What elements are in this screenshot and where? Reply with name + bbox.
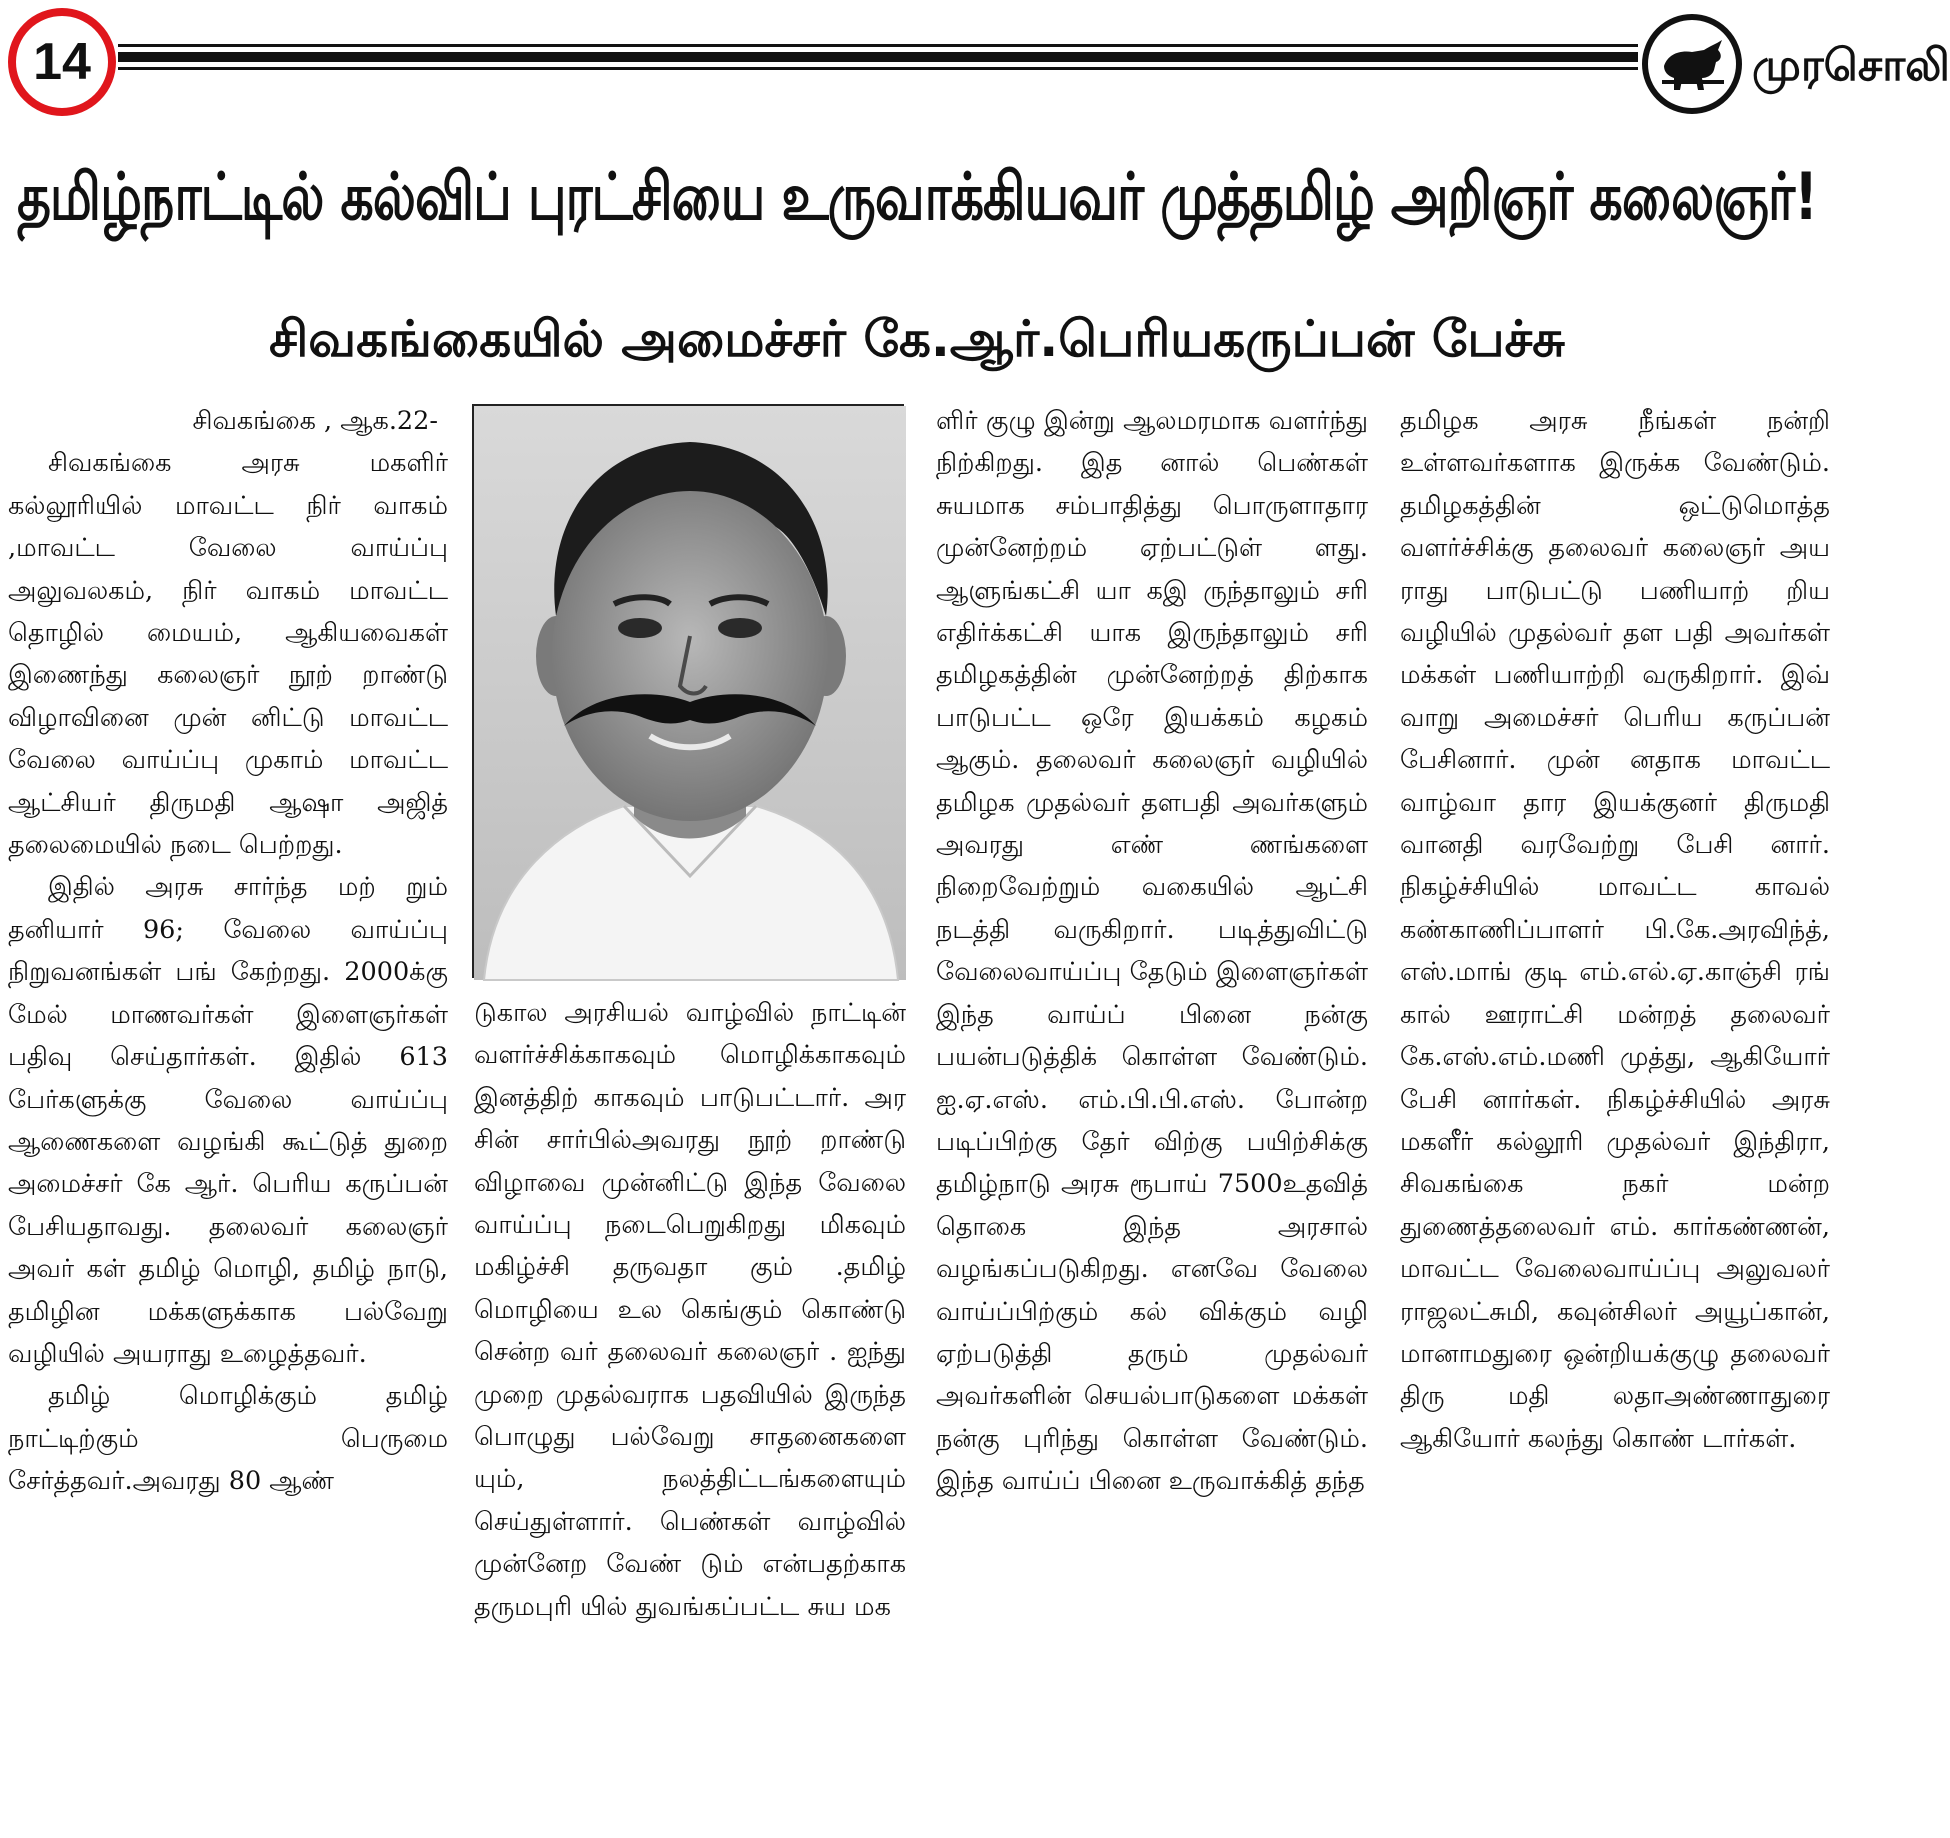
page-number-badge — [8, 8, 116, 116]
paragraph: தமிழக அரசு நீங்கள் நன்றி உள்ளவர்களாக இருக்க வேண்டும். தமிழகத்தின் ஒட்டுமொத்த வளர்ச்சிக்கு தலைவர் கலைஞர் அய ராது பாடுபட்டு பணியாற் றிய வழியில் முதல்வர் தள பதி அவர்கள் மக்கள் பணியாற்றி வருகிறார். இவ் வாறு அமைச்சர் பெரிய கருப்பன் பேசினார். முன் னதாக மாவட்ட வாழ்வா தார இயக்குனர் திருமதி வானதி வரவேற்று பேசி னார். நிகழ்ச்சியில் மாவட்ட காவல் கண்காணிப்பாளர் பி.கே.அரவிந்த், எஸ்.மாங் குடி எம்.எல்.ஏ.காஞ்சி ரங் கால் ஊராட்சி மன்றத் தலைவர் கே.எஸ்.எம்.மணி முத்து, ஆகியோர் பேசி னார்கள். நிகழ்ச்சியில் அரசு மகளீர் கல்லூரி முதல்வர் இந்திரா, சிவகங்கை நகர் மன்ற துணைத்தலைவர் எம். கார்கண்ணன், மாவட்ட வேலைவாய்ப்பு அலுவலர் ராஜலட்சுமி, கவுன்சிலர் அயூப்கான், மானாமதுரை ஒன்றியக்குழு தலைவர் திரு மதி லதாஅண்ணாதுரை ஆகியோர் கலந்து கொண் டார்கள். — [1400, 406, 1830, 1454]
bull-emblem-icon — [1642, 14, 1742, 114]
masthead-rule — [118, 44, 1638, 47]
dateline: சிவகங்கை , ஆக.22- — [192, 406, 438, 436]
page-number: 14 — [33, 33, 91, 91]
masthead-rule — [118, 67, 1638, 70]
paragraph: இதில் அரசு சார்ந்த மற் றும் தனியார் 96; வேலை வாய்ப்பு நிறுவனங்கள் பங் கேற்றது. 2000க்கு மேல் மாணவர்கள் இளைஞர்கள் பதிவு செய்தார்கள். இதில் 613 பேர்களுக்கு வேலை வாய்ப்பு ஆணைகளை வழங்கி கூட்டுத் துறை அமைச்சர் கே ஆர். பெரிய கருப்பன் பேசியதாவது. தலைவர் கலைஞர் அவர் கள் தமிழ் மொழி, தமிழ் நாடு, தமிழின மக்களுக்காக பல்வேறு வழியில் அயராது உழைத்தவர். — [8, 872, 448, 1369]
paragraph: சிவகங்கை அரசு மகளிர் கல்லூரியில் மாவட்ட நிர் வாகம் ,மாவட்ட வேலை வாய்ப்பு அலுவலகம், நிர் வாகம் மாவட்ட தொழில் மையம், ஆகியவைகள் இணைந்து கலைஞர் நூற் றாண்டு விழாவினை முன் னிட்டு மாவட்ட வேலை வாய்ப்பு முகாம் மாவட்ட ஆட்சியர் திருமதி ஆஷா அஜித் தலைமையில் நடை பெற்றது. — [8, 448, 448, 861]
article-column-4 — [1400, 400, 1830, 1460]
portrait-photo — [472, 404, 904, 978]
paragraph: டுகால அரசியல் வாழ்வில் நாட்டின் வளர்ச்சிக்காகவும் மொழிக்காகவும் இனத்திற் காகவும் பாடுபட்டார். அர சின் சார்பில்அவரது நூற் றாண்டு விழாவை முன்னிட்டு இந்த வேலை வாய்ப்பு நடைபெறுகிறது மிகவும் மகிழ்ச்சி தருவதா கும் .தமிழ் மொழியை உல கெங்கும் கொண்டு சென்ற வர் தலைவர் கலைஞர் . ஐந்து முறை முதல்வராக பதவியில் இருந்த பொழுது பல்வேறு சாதனைகளை யும், நலத்திட்டங்களையும் செய்துள்ளார். பெண்கள் வாழ்வில் முன்னேற வேண் டும் என்பதற்காக தருமபுரி யில் துவங்கப்பட்ட சுய மக — [474, 998, 906, 1622]
publication-title: முரசொலி — [1752, 40, 1950, 91]
paragraph: தமிழ் மொழிக்கும் தமிழ் நாட்டிற்கும் பெருமை சேர்த்தவர்.அவரது 80 ஆண் — [8, 1381, 448, 1497]
masthead — [0, 0, 1950, 130]
subheadline: சிவகங்கையில் அமைச்சர் கே.ஆர்.பெரியகருப்பன் பேச்சு — [269, 310, 1565, 368]
headline: தமிழ்நாட்டில் கல்விப் புரட்சியை உருவாக்கியவர் முத்தமிழ் அறிஞர் கலைஞர்! — [17, 160, 1817, 235]
article-column-1 — [8, 400, 448, 1503]
article-column-3 — [936, 400, 1368, 1503]
article-column-2 — [474, 992, 906, 1628]
paragraph: ளிர் குழு இன்று ஆலமரமாக வளர்ந்து நிற்கிறது. இத னால் பெண்கள் சுயமாக சம்பாதித்து பொருளாதார முன்னேற்றம் ஏற்பட்டுள் ளது. ஆளுங்கட்சி யா கஇ ருந்தாலும் சரி எதிர்க்கட்சி யாக இருந்தாலும் சரி தமிழகத்தின் முன்னேற்றத் திற்காக பாடுபட்ட ஒரே இயக்கம் கழகம் ஆகும். தலைவர் கலைஞர் வழியில் தமிழக முதல்வர் தளபதி அவர்களும் அவரது எண் ணங்களை நிறைவேற்றும் வகையில் ஆட்சி நடத்தி வருகிறார். படித்துவிட்டு வேலைவாய்ப்பு தேடும் இளைஞர்கள் இந்த வாய்ப் பினை நன்கு பயன்படுத்திக் கொள்ள வேண்டும். ஐ.ஏ.எஸ். எம்.பி.பி.எஸ். போன்ற படிப்பிற்கு தேர் விற்கு பயிற்சிக்கு தமிழ்நாடு அரசு ரூபாய் 7500உதவித் தொகை இந்த அரசால் வழங்கப்படுகிறது. எனவே வேலை வாய்ப்பிற்கும் கல் விக்கும் வழி ஏற்படுத்தி தரும் முதல்வர் அவர்களின் செயல்பாடுகளை மக்கள் நன்கு புரிந்து கொள்ள வேண்டும். இந்த வாய்ப் பினை உருவாக்கித் தந்த — [936, 406, 1368, 1497]
masthead-rule — [118, 52, 1638, 62]
